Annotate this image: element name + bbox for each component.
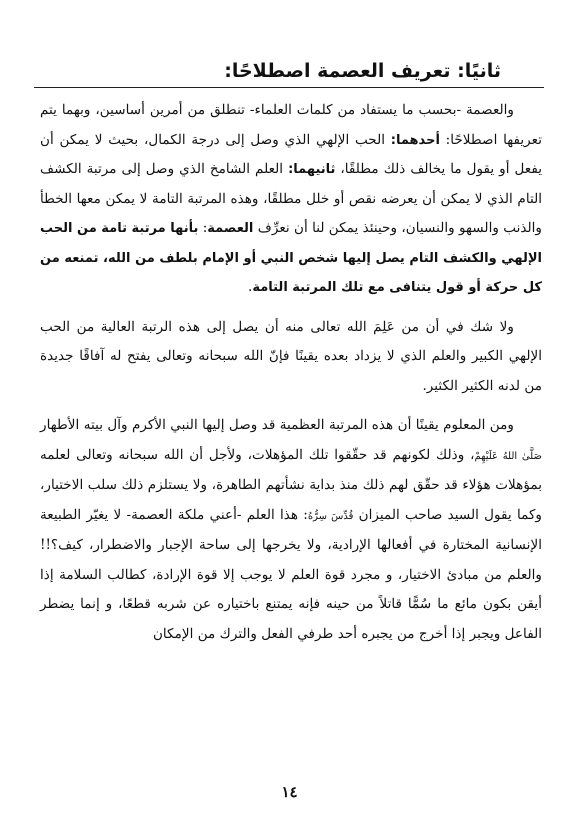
text-segment: ، وذلك لكونهم قد حقّقوا تلك المؤهلات، ولأجل أن الله سبحانه وتعالى لعلمه بمؤهلات هؤلاء قد حقّق لهم ذلك منذ بداية نشأتهم الطاهرة، ولا يستلزم ذلك سلب الاختيار، وكما يقول السيد صاحب الميزان [40,446,542,523]
paragraph-knowledge: ولا شك في أن من عَلِمَ الله تعالى منه أن يصل إلى هذه الرتبة العالية من الحب الإلهي الكبير والعلم الذي لا يزداد بعده يقينًا فإنّ الله سبحانه وتعالى يفتح له آفاقًا جديدة من لدنه الكثير الكثير. [40,318,542,394]
paragraph-ahl-al-bayt [40,411,542,649]
bold-term: العصمة [207,221,254,236]
honorific-glyph: قُدِّسَ سِرُّهُ [307,510,354,522]
bold-term: أحدهما: [390,132,440,148]
bold-term: ثانيهما: [288,162,336,177]
text-segment: ومن المعلوم يقينًا أن هذه المرتبة العظمية قد وصل إليها النبي الأكرم وآل بيته الأطهار [40,417,514,433]
text-segment: العلم الشامخ الذي وصل إلى مرتبة الكشف التام الذي لا يمكن أن يعرضه نقص أو خلل مطلقًا، وهذه المرتبة التامة لا يمكن معها الخطأ والذنب والسهو والنسيان، وحينئذ يمكن لنا أن نعرِّف [40,161,542,236]
text-segment: . [247,279,253,295]
bold-definition: بأنها مرتبة تامة من الحب الإلهي والكشف التام يصل إليها شخص النبي أو الإمام بلطف من الله، تمنعه من كل حركة أو قول يتنافى مع تلك المرتبة التامة [40,221,542,295]
honorific-glyph: صَلَّىٰ اللهُ عَلَيْهِمْ [474,450,542,462]
text-segment: : هذا العلم -أعني ملكة العصمة- لا يغيّر الطبيعة الإنسانية المختارة في أفعالها الإرادية، ولا يخرجها إلى ساحة الإجبار والاضطرار، كيف؟!! والعلم من مبادئ الاختيار، و مجرد قوة العلم لا يوجب إلا قوة الإرادة، كطالب السلامة إذا أيقن بكون مائع ما سُمًّا قاتلاً من حينه فإنه يمتنع باختياره عن شربه قطعًا، و إنما يضطر الفاعل ويجبر إذا أخرج من يجبره أحد طرفي الفعل والترك من الإمكان [40,506,542,642]
page-number: ١٤ [281,783,298,801]
section-heading: ثانيًا: تعريف العصمة اصطلاحًا: [224,60,501,82]
text-segment: والعصمة -بحسب ما يستفاد من كلمات العلماء- تنطلق من أمرين أساسين، وبهما يتم تعريفها اصطلاحًا: [40,102,542,148]
body-text [40,96,542,659]
text-segment: : [198,220,208,236]
text-segment: الحب الإلهي الذي وصل إلى درجة الكمال، بحيث لا يمكن أن يفعل أو يقول ما يخالف ذلك مطلقًا، [40,131,542,177]
heading-underline [34,87,544,88]
paragraph-definition [40,96,542,303]
